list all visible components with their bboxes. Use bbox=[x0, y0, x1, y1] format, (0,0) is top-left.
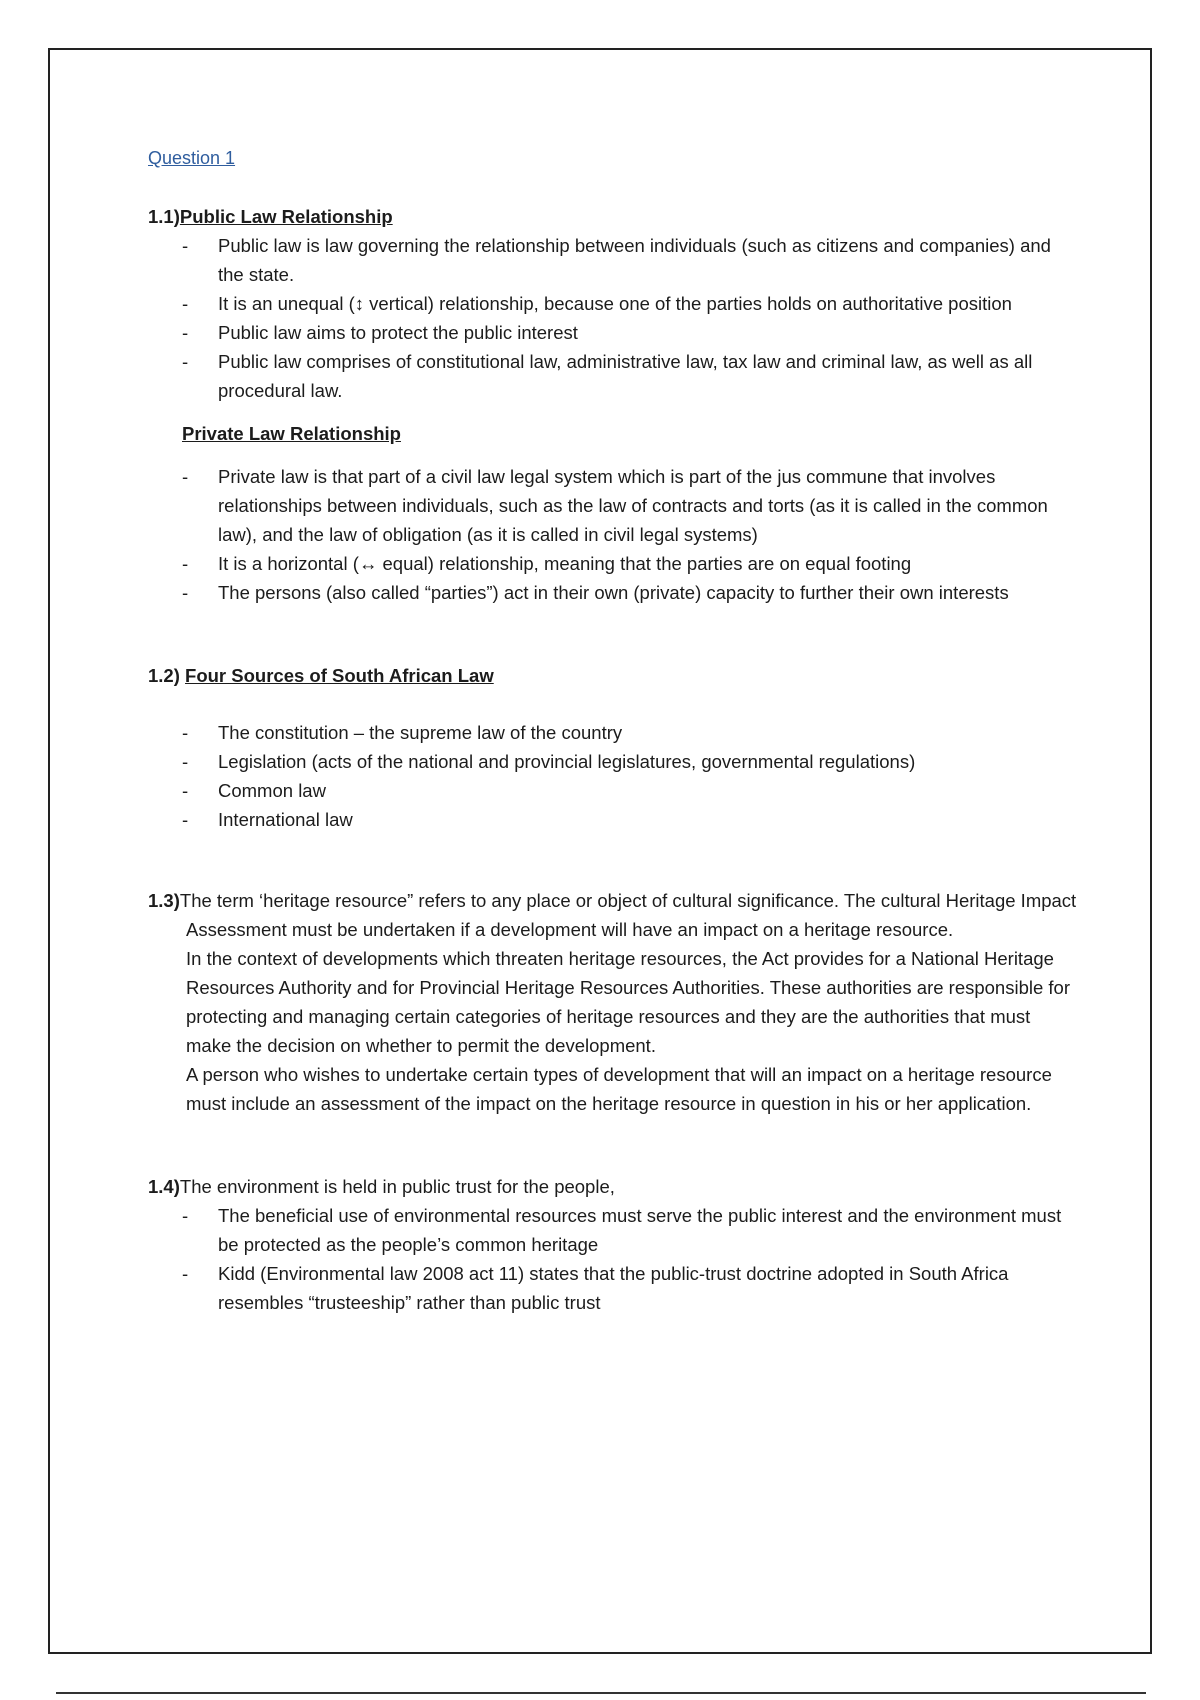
section-1-3-paragraph-3: A person who wishes to undertake certain types of development that will an impact on a heritage resource must include an assessment of the impact on the heritage resource in question in his or her application. bbox=[186, 1064, 1052, 1114]
section-title: Public Law Relationship bbox=[179, 206, 393, 227]
public-law-list bbox=[148, 231, 1078, 405]
list-item: - The persons (also called “parties”) act in their own (private) capacity to further their own interests bbox=[148, 578, 1078, 607]
private-law-heading: Private Law Relationship bbox=[182, 423, 401, 444]
private-law-list bbox=[148, 462, 1078, 607]
sources-list bbox=[148, 718, 1078, 834]
section-number: 1.4) bbox=[148, 1176, 180, 1197]
list-item: - It is a horizontal (↔ equal) relationship, meaning that the parties are on equal footing bbox=[148, 549, 1078, 578]
document-body bbox=[148, 144, 1078, 1317]
list-item: - Legislation (acts of the national and provincial legislatures, governmental regulations) bbox=[148, 747, 1078, 776]
public-trust-list bbox=[148, 1201, 1078, 1317]
section-1-3-paragraph bbox=[148, 886, 1078, 944]
section-title: Four Sources of South African Law bbox=[185, 665, 494, 686]
list-item: - Private law is that part of a civil law legal system which is part of the jus commune that involves relationships between individuals, such as the law of contracts and torts (as it is called in the common law), and the law of obligation (as it is called in civil legal systems) bbox=[148, 462, 1078, 549]
section-text: The environment is held in public trust for the people, bbox=[179, 1176, 615, 1197]
section-1-3-paragraph-2: In the context of developments which threaten heritage resources, the Act provides for a National Heritage Resources Authority and for Provincial Heritage Resources Authorities. These authorities are responsible for protecting and managing certain categories of heritage resources and they are the authorities that must make the decision on whether to permit the development. bbox=[186, 948, 1070, 1056]
section-1-1-heading bbox=[148, 202, 1078, 231]
section-1-4-paragraph bbox=[148, 1172, 1078, 1201]
list-item: - Public law aims to protect the public interest bbox=[148, 318, 1078, 347]
list-item: - The constitution – the supreme law of the country bbox=[148, 718, 1078, 747]
question-title: Question 1 bbox=[148, 148, 236, 168]
section-number: 1.1) bbox=[148, 206, 180, 227]
list-item: - Public law comprises of constitutional law, administrative law, tax law and criminal law, as well as all procedural law. bbox=[148, 347, 1078, 405]
list-item: - Common law bbox=[148, 776, 1078, 805]
section-text: The term ‘heritage resource” refers to any place or object of cultural significance. The cultural Heritage Impact Assessment must be undertaken if a development will have an impact on a heritage resource. bbox=[179, 890, 1077, 940]
list-item: - It is an unequal (↕ vertical) relationship, because one of the parties holds on authoritative position bbox=[148, 289, 1078, 318]
list-item: - International law bbox=[148, 805, 1078, 834]
list-item: - Public law is law governing the relationship between individuals (such as citizens and companies) and the state. bbox=[148, 231, 1078, 289]
list-item: - The beneficial use of environmental resources must serve the public interest and the environment must be protected as the people’s common heritage bbox=[148, 1201, 1078, 1259]
section-1-2-heading bbox=[148, 661, 1078, 690]
section-number: 1.3) bbox=[148, 890, 180, 911]
footer-rule bbox=[56, 1692, 1146, 1694]
list-item: - Kidd (Environmental law 2008 act 11) states that the public-trust doctrine adopted in South Africa resembles “trusteeship” rather than public trust bbox=[148, 1259, 1078, 1317]
section-number: 1.2) bbox=[148, 665, 180, 686]
